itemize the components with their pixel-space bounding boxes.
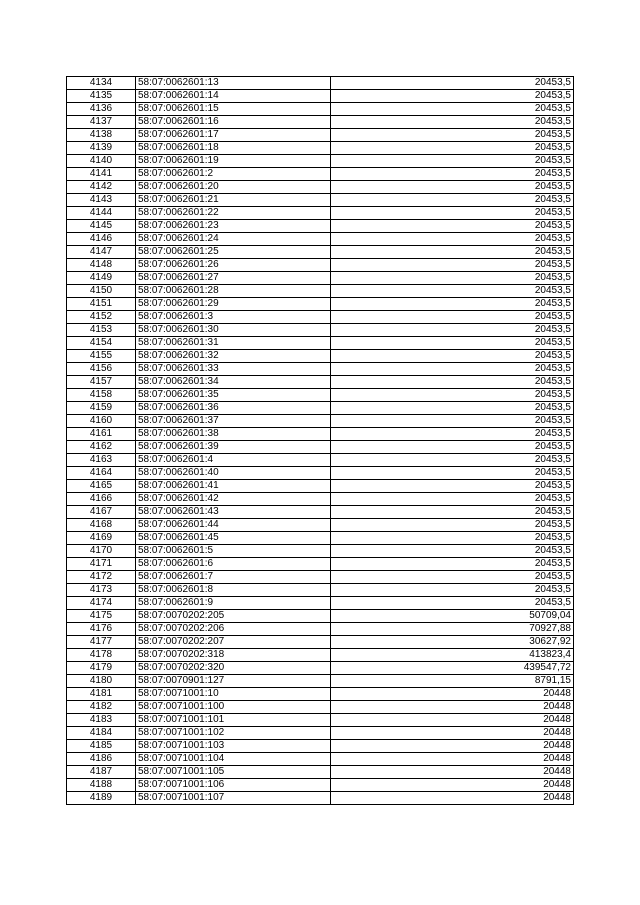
table-row [67,311,574,324]
cadastral-number-cell: 58:07:0062601:32 [136,350,331,363]
table-row [67,441,574,454]
table-row [67,727,574,740]
cadastral-value-cell: 20453,5 [331,116,574,129]
cadastral-value-cell: 20453,5 [331,194,574,207]
cadastral-value-cell: 20453,5 [331,376,574,389]
cadastral-value-cell: 20453,5 [331,493,574,506]
cadastral-value-cell: 20453,5 [331,480,574,493]
cadastral-value-cell: 20453,5 [331,77,574,90]
table-row [67,298,574,311]
table-row [67,792,574,805]
cadastral-number-cell: 58:07:0062601:40 [136,467,331,480]
cadastral-value-cell: 20453,5 [331,181,574,194]
row-number-cell: 4173 [67,584,136,597]
cadastral-value-cell: 20453,5 [331,389,574,402]
cadastral-value-cell: 30627,92 [331,636,574,649]
table-row [67,428,574,441]
cadastral-number-cell: 58:07:0062601:30 [136,324,331,337]
row-number-cell: 4154 [67,337,136,350]
row-number-cell: 4162 [67,441,136,454]
cadastral-value-cell: 20453,5 [331,363,574,376]
cadastral-number-cell: 58:07:0062601:8 [136,584,331,597]
row-number-cell: 4145 [67,220,136,233]
table-row [67,493,574,506]
cadastral-number-cell: 58:07:0062601:6 [136,558,331,571]
cadastral-value-cell: 20448 [331,740,574,753]
table-row [67,662,574,675]
cadastral-number-cell: 58:07:0071001:101 [136,714,331,727]
table-row [67,129,574,142]
cadastral-value-cell: 20453,5 [331,220,574,233]
cadastral-value-cell: 20453,5 [331,129,574,142]
cadastral-number-cell: 58:07:0062601:9 [136,597,331,610]
row-number-cell: 4150 [67,285,136,298]
cadastral-number-cell: 58:07:0062601:25 [136,246,331,259]
cadastral-number-cell: 58:07:0071001:10 [136,688,331,701]
row-number-cell: 4166 [67,493,136,506]
cadastral-number-cell: 58:07:0062601:2 [136,168,331,181]
cadastral-value-cell: 20453,5 [331,402,574,415]
cadastral-value-cell: 20453,5 [331,584,574,597]
table-row [67,350,574,363]
row-number-cell: 4139 [67,142,136,155]
row-number-cell: 4156 [67,363,136,376]
cadastral-number-cell: 58:07:0070202:205 [136,610,331,623]
row-number-cell: 4178 [67,649,136,662]
table-row [67,532,574,545]
table-row [67,220,574,233]
cadastral-number-cell: 58:07:0062601:24 [136,233,331,246]
cadastral-value-cell: 20453,5 [331,324,574,337]
row-number-cell: 4189 [67,792,136,805]
row-number-cell: 4172 [67,571,136,584]
table-row [67,246,574,259]
table-row [67,194,574,207]
row-number-cell: 4149 [67,272,136,285]
cadastral-value-cell: 20453,5 [331,285,574,298]
cadastral-value-cell: 20453,5 [331,350,574,363]
table-row [67,337,574,350]
cadastral-value-cell: 20453,5 [331,467,574,480]
cadastral-value-cell: 20448 [331,727,574,740]
cadastral-value-cell: 20453,5 [331,311,574,324]
cadastral-number-cell: 58:07:0062601:44 [136,519,331,532]
cadastral-number-cell: 58:07:0071001:102 [136,727,331,740]
cadastral-number-cell: 58:07:0062601:22 [136,207,331,220]
row-number-cell: 4185 [67,740,136,753]
row-number-cell: 4169 [67,532,136,545]
row-number-cell: 4142 [67,181,136,194]
cadastral-number-cell: 58:07:0071001:104 [136,753,331,766]
table-body [67,77,574,805]
cadastral-number-cell: 58:07:0062601:14 [136,90,331,103]
cadastral-number-cell: 58:07:0062601:21 [136,194,331,207]
row-number-cell: 4180 [67,675,136,688]
cadastral-value-cell: 20453,5 [331,246,574,259]
row-number-cell: 4158 [67,389,136,402]
table-row [67,480,574,493]
table-row [67,714,574,727]
cadastral-number-cell: 58:07:0062601:28 [136,285,331,298]
row-number-cell: 4181 [67,688,136,701]
cadastral-number-cell: 58:07:0070901:127 [136,675,331,688]
row-number-cell: 4152 [67,311,136,324]
table-row [67,649,574,662]
table-row [67,454,574,467]
row-number-cell: 4176 [67,623,136,636]
cadastral-number-cell: 58:07:0062601:13 [136,77,331,90]
table-row [67,389,574,402]
cadastral-value-cell: 20453,5 [331,103,574,116]
table-row [67,363,574,376]
cadastral-number-cell: 58:07:0062601:42 [136,493,331,506]
cadastral-value-cell: 20448 [331,753,574,766]
cadastral-value-cell: 20453,5 [331,168,574,181]
table-row [67,402,574,415]
table-row [67,571,574,584]
cadastral-number-cell: 58:07:0071001:107 [136,792,331,805]
cadastral-number-cell: 58:07:0062601:15 [136,103,331,116]
cadastral-value-cell: 20453,5 [331,441,574,454]
row-number-cell: 4184 [67,727,136,740]
table-row [67,675,574,688]
table-row [67,766,574,779]
cadastral-number-cell: 58:07:0062601:7 [136,571,331,584]
cadastral-value-cell: 8791,15 [331,675,574,688]
cadastral-number-cell: 58:07:0062601:33 [136,363,331,376]
cadastral-value-cell: 20453,5 [331,597,574,610]
row-number-cell: 4147 [67,246,136,259]
cadastral-number-cell: 58:07:0062601:37 [136,415,331,428]
table-row [67,623,574,636]
row-number-cell: 4163 [67,454,136,467]
cadastral-number-cell: 58:07:0062601:41 [136,480,331,493]
cadastral-value-cell: 20453,5 [331,259,574,272]
cadastral-value-cell: 20453,5 [331,207,574,220]
table-row [67,324,574,337]
table-row [67,636,574,649]
cadastral-value-cell: 20453,5 [331,428,574,441]
cadastral-value-table [66,76,574,805]
table-row [67,753,574,766]
row-number-cell: 4171 [67,558,136,571]
cadastral-value-cell: 50709,04 [331,610,574,623]
row-number-cell: 4183 [67,714,136,727]
cadastral-number-cell: 58:07:0070202:206 [136,623,331,636]
table-row [67,558,574,571]
cadastral-number-cell: 58:07:0062601:27 [136,272,331,285]
row-number-cell: 4182 [67,701,136,714]
row-number-cell: 4134 [67,77,136,90]
table-row [67,168,574,181]
row-number-cell: 4137 [67,116,136,129]
cadastral-number-cell: 58:07:0062601:38 [136,428,331,441]
row-number-cell: 4174 [67,597,136,610]
cadastral-value-cell: 20453,5 [331,142,574,155]
cadastral-value-cell: 20453,5 [331,571,574,584]
table-row [67,701,574,714]
cadastral-value-cell: 20453,5 [331,337,574,350]
table-row [67,376,574,389]
cadastral-number-cell: 58:07:0062601:23 [136,220,331,233]
table-row [67,545,574,558]
cadastral-value-cell: 20453,5 [331,233,574,246]
cadastral-value-cell: 20453,5 [331,506,574,519]
cadastral-number-cell: 58:07:0062601:16 [136,116,331,129]
table-row [67,779,574,792]
cadastral-value-cell: 20453,5 [331,90,574,103]
cadastral-value-cell: 20448 [331,688,574,701]
table-row [67,207,574,220]
cadastral-number-cell: 58:07:0071001:105 [136,766,331,779]
cadastral-number-cell: 58:07:0071001:103 [136,740,331,753]
cadastral-value-cell: 20448 [331,779,574,792]
cadastral-value-cell: 20453,5 [331,415,574,428]
cadastral-value-cell: 20448 [331,714,574,727]
row-number-cell: 4167 [67,506,136,519]
cadastral-number-cell: 58:07:0062601:18 [136,142,331,155]
cadastral-number-cell: 58:07:0062601:4 [136,454,331,467]
cadastral-number-cell: 58:07:0062601:3 [136,311,331,324]
row-number-cell: 4135 [67,90,136,103]
table-row [67,610,574,623]
cadastral-number-cell: 58:07:0070202:320 [136,662,331,675]
cadastral-number-cell: 58:07:0062601:26 [136,259,331,272]
row-number-cell: 4188 [67,779,136,792]
row-number-cell: 4144 [67,207,136,220]
cadastral-number-cell: 58:07:0062601:5 [136,545,331,558]
cadastral-value-cell: 439547,72 [331,662,574,675]
cadastral-number-cell: 58:07:0062601:45 [136,532,331,545]
row-number-cell: 4187 [67,766,136,779]
row-number-cell: 4177 [67,636,136,649]
row-number-cell: 4168 [67,519,136,532]
cadastral-number-cell: 58:07:0071001:100 [136,701,331,714]
cadastral-number-cell: 58:07:0062601:29 [136,298,331,311]
table-row [67,740,574,753]
table-row [67,285,574,298]
cadastral-number-cell: 58:07:0070202:318 [136,649,331,662]
cadastral-value-cell: 20453,5 [331,272,574,285]
cadastral-value-cell: 20448 [331,701,574,714]
row-number-cell: 4161 [67,428,136,441]
table-row [67,467,574,480]
table-row [67,688,574,701]
row-number-cell: 4186 [67,753,136,766]
cadastral-value-cell: 413823,4 [331,649,574,662]
cadastral-number-cell: 58:07:0062601:19 [136,155,331,168]
row-number-cell: 4179 [67,662,136,675]
table-row [67,415,574,428]
cadastral-value-cell: 70927,88 [331,623,574,636]
table-row [67,272,574,285]
row-number-cell: 4165 [67,480,136,493]
row-number-cell: 4164 [67,467,136,480]
table-row [67,584,574,597]
table-row [67,233,574,246]
cadastral-value-cell: 20448 [331,792,574,805]
cadastral-number-cell: 58:07:0062601:34 [136,376,331,389]
row-number-cell: 4136 [67,103,136,116]
cadastral-value-cell: 20453,5 [331,155,574,168]
cadastral-number-cell: 58:07:0062601:35 [136,389,331,402]
table-row [67,142,574,155]
cadastral-number-cell: 58:07:0062601:31 [136,337,331,350]
table-row [67,259,574,272]
cadastral-value-cell: 20453,5 [331,298,574,311]
cadastral-value-cell: 20453,5 [331,558,574,571]
cadastral-value-cell: 20448 [331,766,574,779]
table-row [67,77,574,90]
row-number-cell: 4175 [67,610,136,623]
row-number-cell: 4159 [67,402,136,415]
row-number-cell: 4151 [67,298,136,311]
cadastral-number-cell: 58:07:0070202:207 [136,636,331,649]
row-number-cell: 4138 [67,129,136,142]
cadastral-value-cell: 20453,5 [331,545,574,558]
table-row [67,103,574,116]
cadastral-number-cell: 58:07:0062601:36 [136,402,331,415]
table-row [67,181,574,194]
cadastral-value-cell: 20453,5 [331,532,574,545]
row-number-cell: 4143 [67,194,136,207]
row-number-cell: 4140 [67,155,136,168]
cadastral-value-cell: 20453,5 [331,519,574,532]
table-row [67,116,574,129]
row-number-cell: 4148 [67,259,136,272]
row-number-cell: 4153 [67,324,136,337]
table-row [67,90,574,103]
row-number-cell: 4141 [67,168,136,181]
row-number-cell: 4160 [67,415,136,428]
row-number-cell: 4146 [67,233,136,246]
table-row [67,597,574,610]
row-number-cell: 4157 [67,376,136,389]
cadastral-number-cell: 58:07:0062601:39 [136,441,331,454]
cadastral-value-cell: 20453,5 [331,454,574,467]
table-row [67,506,574,519]
table-row [67,519,574,532]
cadastral-number-cell: 58:07:0071001:106 [136,779,331,792]
cadastral-number-cell: 58:07:0062601:43 [136,506,331,519]
cadastral-number-cell: 58:07:0062601:20 [136,181,331,194]
cadastral-number-cell: 58:07:0062601:17 [136,129,331,142]
row-number-cell: 4170 [67,545,136,558]
table-row [67,155,574,168]
row-number-cell: 4155 [67,350,136,363]
